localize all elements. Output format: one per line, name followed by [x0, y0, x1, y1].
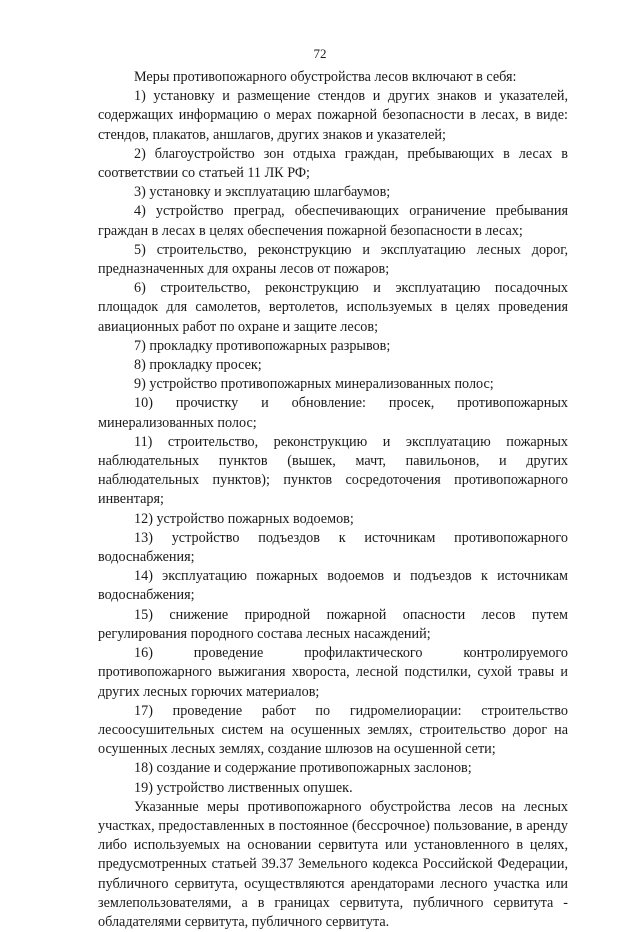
list-item-19: 19) устройство лиственных опушек.	[134, 779, 353, 796]
list-item-7: 7) прокладку противопожарных разрывов;	[134, 337, 391, 354]
list-item-6: 6) строительство, реконструкцию и эксплуатацию посадочных площадок для самолетов, вертолетов, используемых в целях проведения авиационных работ по охране и защите лесов;	[98, 280, 568, 335]
list-item-2: 2) благоустройство зон отдыха граждан, пребывающих в лесах в соответствии со статьей 11 ЛК РФ;	[98, 145, 568, 182]
document-body	[98, 68, 568, 932]
list-item-3: 3) установку и эксплуатацию шлагбаумов;	[134, 184, 391, 201]
list-item-4: 4) устройство преград, обеспечивающих ограничение пребывания граждан в лесах в целях обеспечения пожарной безопасности в лесах;	[98, 203, 568, 239]
list-item-9: 9) устройство противопожарных минерализованных полос;	[134, 376, 494, 393]
intro-paragraph: Меры противопожарного обустройства лесов включают в себя:	[134, 69, 517, 85]
list-item-16: 16) проведение профилактического контролируемого противопожарного выжигания хвороста, лесной подстилки, сухой травы и других лесных горючих материалов;	[98, 645, 568, 700]
list-item-14: 14) эксплуатацию пожарных водоемов и подъездов к источникам водоснабжения;	[98, 568, 568, 604]
list-item-10: 10) прочистку и обновление: просек, противопожарных минерализованных полос;	[98, 395, 568, 431]
list-item-1: 1) установку и размещение стендов и других знаков и указателей, содержащих информацию о мерах пожарной безопасности в лесах, в виде: стендов, плакатов, аншлагов, других знаков и указателей;	[98, 88, 568, 143]
page-number: 72	[313, 46, 327, 61]
list-item-11: 11) строительство, реконструкцию и эксплуатацию пожарных наблюдательных пунктов (вышек, мачт, павильонов, и других наблюдательных пунктов); пунктов сосредоточения противопожарного инвентаря;	[98, 433, 568, 508]
list-item-15: 15) снижение природной пожарной опасности лесов путем регулирования породного состава лесных насаждений;	[98, 606, 568, 642]
list-item-13: 13) устройство подъездов к источникам противопожарного водоснабжения;	[98, 529, 568, 566]
list-item-8: 8) прокладку просек;	[134, 357, 262, 374]
list-item-5: 5) строительство, реконструкцию и эксплуатацию лесных дорог, предназначенных для охраны лесов от пожаров;	[98, 241, 568, 278]
closing-paragraph: Указанные меры противопожарного обустройства лесов на лесных участках, предоставленных в постоянное (бессрочное) пользование, в аренду либо используемых на основании сервитута или установленного в целях, предусмотренных статьей 39.37 Земельного кодекса Российской Федерации, публичного сервитута, осуществляются арендаторами лесного участка или землепользователями, а в границах сервитута, публичного сервитута - обладателями сервитута, публичного сервитута.	[98, 798, 568, 930]
list-item-18: 18) создание и содержание противопожарных заслонов;	[134, 760, 472, 777]
list-item-12: 12) устройство пожарных водоемов;	[134, 510, 354, 527]
list-item-17: 17) проведение работ по гидромелиорации: строительство лесоосушительных систем на осушенных землях, строительство дорог на осушенных лесных землях, создание шлюзов на осушенной сети;	[98, 702, 568, 758]
